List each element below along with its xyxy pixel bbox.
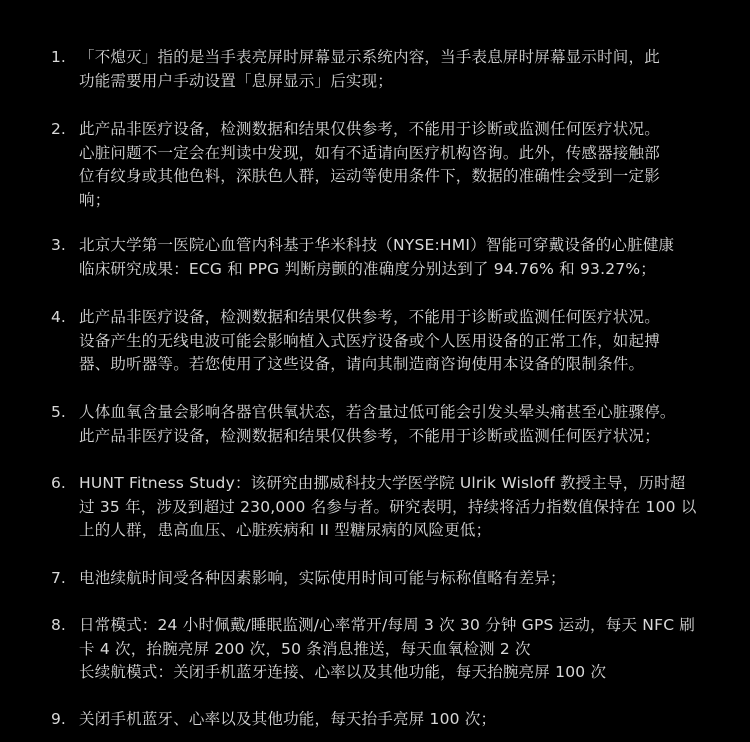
footnote-line: 此产品非医疗设备，检测数据和结果仅供参考，不能用于诊断或监测任何医疗状况。 bbox=[79, 308, 660, 326]
footnote-line: 此产品非医疗设备，检测数据和结果仅供参考，不能用于诊断或监测任何医疗状况。 bbox=[79, 120, 660, 138]
footnote-number: 5. bbox=[51, 403, 66, 421]
footnote-line: 人体血氧含量会影响各器官供氧状态，若含量过低可能会引发头晕头痛甚至心脏骤停。 bbox=[79, 403, 676, 421]
footnote-text bbox=[79, 567, 719, 591]
footnote-line: 临床研究成果：ECG 和 PPG 判断房颤的准确度分别达到了 94.76% 和 93.27%； bbox=[79, 259, 656, 278]
footnote-line: 器、助听器等。若您使用了这些设备，请向其制造商咨询使用本设备的限制条件。 bbox=[79, 355, 645, 374]
footnote-text bbox=[79, 401, 719, 448]
footnote-number: 8. bbox=[51, 616, 66, 634]
footnote-line: 卡 4 次，抬腕亮屏 200 次，50 条消息推送，每天血氧检测 2 次 bbox=[79, 639, 531, 658]
footnote-text bbox=[79, 708, 719, 732]
footnote-text bbox=[79, 306, 719, 377]
footnote-number: 2. bbox=[51, 120, 66, 138]
footnote-number: 1. bbox=[51, 48, 66, 66]
footnote-line: 响； bbox=[79, 190, 111, 209]
footnote-number: 4. bbox=[51, 308, 66, 326]
footnote-line: 电池续航时间受各种因素影响，实际使用时间可能与标称值略有差异； bbox=[79, 569, 566, 587]
footnote-line: 心脏问题不一定会在判读中发现，如有不适请向医疗机构咨询。此外，传感器接触部 bbox=[79, 143, 660, 162]
footnote-number: 3. bbox=[51, 236, 66, 254]
footnote-line: 长续航模式：关闭手机蓝牙连接、心率以及其他功能，每天抬腕亮屏 100 次 bbox=[79, 663, 607, 682]
footnote-line: 位有纹身或其他色料，深肤色人群，运动等使用条件下，数据的准确性会受到一定影 bbox=[79, 167, 660, 186]
footnote-line: 关闭手机蓝牙、心率以及其他功能，每天抬手亮屏 100 次； bbox=[79, 710, 497, 728]
footnote-line: HUNT Fitness Study：该研究由挪威科技大学医学院 Ulrik Wisloff 教授主导，历时超 bbox=[79, 474, 686, 492]
footnote-number: 7. bbox=[51, 569, 66, 587]
footnote-line: 功能需要用户手动设置「息屏显示」后实现； bbox=[79, 71, 394, 90]
footnote-line: 上的人群，患高血压、心脏疾病和 II 型糖尿病的风险更低； bbox=[79, 521, 492, 540]
footnote-text bbox=[79, 234, 719, 281]
footnote-line: 日常模式：24 小时佩戴/睡眠监测/心率常开/每周 3 次 30 分钟 GPS 运动，每天 NFC 刷 bbox=[79, 616, 696, 634]
footnote-line: 「不熄灭」指的是当手表亮屏时屏幕显示系统内容，当手表息屏时屏幕显示时间，此 bbox=[79, 48, 660, 66]
footnote-line: 设备产生的无线电波可能会影响植入式医疗设备或个人医用设备的正常工作，如起搏 bbox=[79, 331, 660, 350]
footnote-text bbox=[79, 472, 719, 543]
footnote-text bbox=[79, 118, 719, 212]
footnote-text bbox=[79, 614, 719, 685]
footnote-text bbox=[79, 46, 719, 93]
footnote-number: 6. bbox=[51, 474, 66, 492]
footnote-line: 此产品非医疗设备，检测数据和结果仅供参考，不能用于诊断或监测任何医疗状况； bbox=[79, 426, 660, 445]
footnote-number: 9. bbox=[51, 710, 66, 728]
footnote-line: 北京大学第一医院心血管内科基于华米科技（NYSE:HMI）智能可穿戴设备的心脏健康 bbox=[79, 236, 675, 254]
footnote-line: 过 35 年，涉及到超过 230,000 名参与者。研究表明，持续将活力指数值保持在 100 以 bbox=[79, 497, 697, 516]
